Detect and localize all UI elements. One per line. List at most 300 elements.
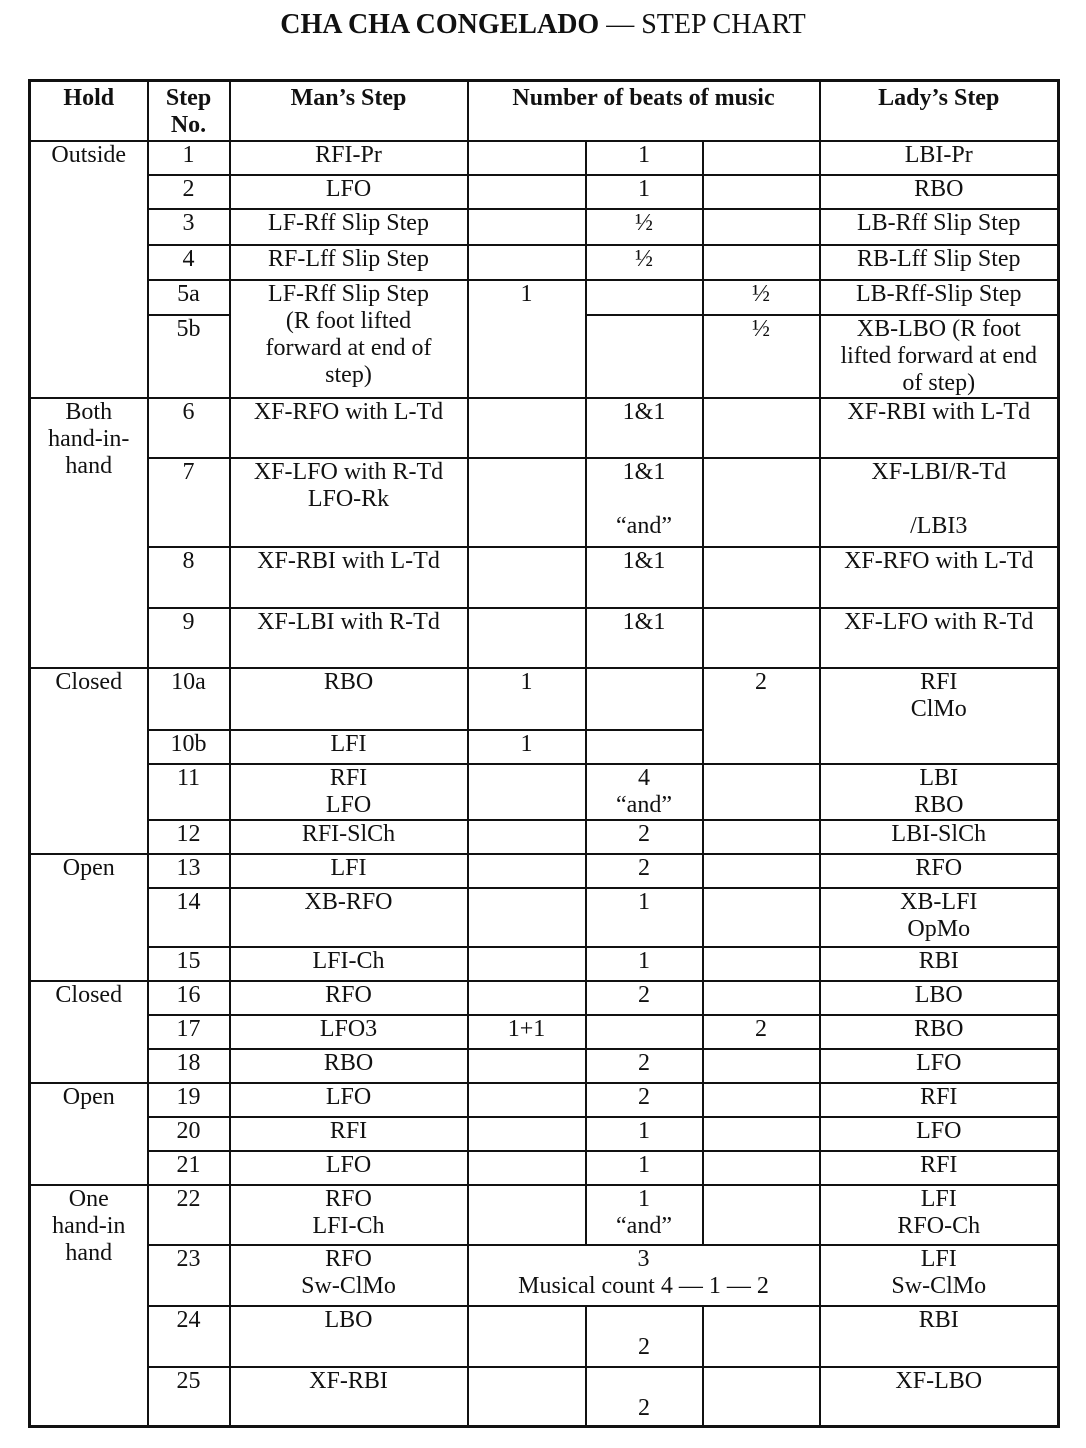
table-row [30, 1151, 1059, 1185]
ladys-step-text: XF-LBO [895, 1367, 983, 1394]
step-number-text: 16 [176, 981, 201, 1008]
mans-step-text: RFO Sw-ClMo [301, 1245, 396, 1299]
beats-col3 [703, 764, 820, 820]
beats-col3 [703, 1185, 820, 1245]
table-row [30, 888, 1059, 947]
beats-col2 [586, 280, 703, 315]
mans-step-text: RFI LFO [325, 764, 372, 818]
ladys-step [820, 458, 1059, 547]
beats-col3 [703, 1015, 820, 1049]
mans-step [230, 209, 468, 245]
beats-col2-text: 1&1 [622, 608, 666, 635]
ladys-step-text: XB-LBO (R foot lifted forward at end of step) [840, 315, 1038, 396]
beats-col1 [468, 141, 586, 175]
ladys-step-text: XF-RBI with L-Td [847, 398, 1031, 425]
beats-col3 [703, 209, 820, 245]
hold-cell [30, 141, 148, 398]
table-row [30, 1117, 1059, 1151]
step-number-text: 4 [182, 245, 195, 272]
beats-col1 [468, 608, 586, 668]
mans-step [230, 1245, 468, 1306]
step-number-text: 18 [176, 1049, 201, 1076]
hold-cell-text: Open [62, 854, 115, 881]
beats-col2 [586, 1306, 703, 1367]
beats-col1-text: 1 [520, 280, 533, 307]
ladys-step [820, 315, 1059, 398]
header-row [30, 81, 1059, 141]
step-number [148, 854, 230, 888]
header-step-text: Step No. [165, 85, 212, 138]
mans-step-text: XF-RBI with L-Td [257, 547, 440, 574]
mans-step-text: RFI-SlCh [301, 820, 396, 847]
beats-col2-text: 1 [638, 888, 650, 915]
beats-col3-text: ½ [752, 280, 770, 307]
mans-step [230, 854, 468, 888]
beats-col1 [468, 280, 586, 398]
beats-col1 [468, 398, 586, 458]
title-rest: — STEP CHART [599, 9, 806, 40]
hold-cell-text: Closed [55, 981, 123, 1008]
mans-step-text: LFI [330, 854, 367, 881]
mans-step-text: LFI [330, 730, 367, 757]
beats-col3 [703, 854, 820, 888]
beats-col1 [468, 888, 586, 947]
step-number-text: 1 [182, 141, 195, 168]
mans-step [230, 668, 468, 730]
ladys-step-text: XF-LFO with R-Td [844, 608, 1034, 635]
beats-col3 [703, 547, 820, 608]
beats-col2-text: 1&1 [622, 398, 666, 425]
beats-col1 [468, 764, 586, 820]
beats-col1 [468, 981, 586, 1015]
mans-step [230, 608, 468, 668]
step-number-text: 6 [182, 398, 195, 425]
step-number-text: 17 [176, 1015, 201, 1042]
step-number-text: 24 [176, 1306, 201, 1333]
beats-col2 [586, 209, 703, 245]
table-row [30, 854, 1059, 888]
ladys-step [820, 888, 1059, 947]
beats-col3 [703, 1367, 820, 1427]
mans-step [230, 1367, 468, 1427]
ladys-step [820, 981, 1059, 1015]
step-number [148, 280, 230, 315]
beats-col1 [468, 947, 586, 981]
beats-col2-text: 2 [638, 1083, 650, 1110]
header-man-text: Man’s Step [290, 85, 407, 111]
table-row [30, 1367, 1059, 1427]
beats-col2 [586, 1083, 703, 1117]
step-number-text: 5b [176, 315, 201, 342]
mans-step [230, 730, 468, 764]
table-row [30, 175, 1059, 209]
beats-col2-text: 2 [638, 1049, 650, 1076]
beats-col1 [468, 1049, 586, 1083]
mans-step-text: XF-LFO with R-Td LFO-Rk [253, 458, 444, 512]
hold-cell [30, 398, 148, 668]
mans-step-text: RFO LFI-Ch [312, 1185, 385, 1239]
step-number [148, 1245, 230, 1306]
mans-step [230, 280, 468, 398]
step-number-text: 22 [176, 1185, 201, 1212]
ladys-step [820, 209, 1059, 245]
page-title [0, 8, 1086, 42]
step-number-text: 7 [182, 458, 195, 485]
mans-step [230, 1049, 468, 1083]
ladys-step [820, 1015, 1059, 1049]
beats-col2 [586, 730, 703, 764]
beats-col2 [586, 764, 703, 820]
header-hold [30, 81, 148, 141]
step-number-text: 5a [177, 280, 200, 307]
header-beats-text: Number of beats of music [512, 85, 775, 111]
table-row [30, 1245, 1059, 1306]
step-number-text: 3 [182, 209, 195, 236]
beats-col2 [586, 1185, 703, 1245]
beats-col2 [586, 315, 703, 398]
ladys-step-text: RFI [920, 1083, 958, 1110]
table-row [30, 668, 1059, 730]
beats-col2 [586, 608, 703, 668]
beats-col2 [586, 175, 703, 209]
ladys-step [820, 1185, 1059, 1245]
ladys-step [820, 1117, 1059, 1151]
ladys-step-text: RB-Lff Slip Step [856, 245, 1021, 272]
ladys-step [820, 764, 1059, 820]
mans-step [230, 398, 468, 458]
beats-col2 [468, 1245, 820, 1306]
ladys-step-text: RBO [914, 175, 964, 202]
mans-step [230, 175, 468, 209]
beats-col2-text: 2 [638, 1394, 650, 1421]
beats-col3 [703, 668, 820, 764]
beats-col1 [468, 854, 586, 888]
beats-col3 [703, 947, 820, 981]
step-number [148, 1185, 230, 1245]
step-number-text: 15 [176, 947, 201, 974]
beats-col2-text: 1 [638, 1117, 650, 1144]
mans-step-text: LFO [325, 1083, 372, 1110]
beats-col2-text: 2 [638, 981, 650, 1008]
table-row [30, 1015, 1059, 1049]
beats-col3-text: ½ [752, 315, 770, 342]
ladys-step-text: LFO [916, 1049, 962, 1076]
mans-step [230, 1151, 468, 1185]
beats-col1 [468, 458, 586, 547]
beats-col2 [586, 1015, 703, 1049]
table-row [30, 1083, 1059, 1117]
beats-col2-text: 3 Musical count 4 — 1 — 2 [518, 1245, 769, 1299]
step-number [148, 315, 230, 398]
mans-step-text: RFI-Pr [315, 141, 382, 168]
header-hold-text: Hold [63, 85, 115, 111]
table-row [30, 820, 1059, 854]
step-number-text: 9 [182, 608, 195, 635]
ladys-step-text: LFO [916, 1117, 962, 1144]
step-number [148, 398, 230, 458]
beats-col3 [703, 245, 820, 280]
beats-col3 [703, 458, 820, 547]
table-row [30, 547, 1059, 608]
ladys-step [820, 947, 1059, 981]
step-number-text: 23 [176, 1245, 201, 1272]
step-number-text: 21 [176, 1151, 201, 1178]
mans-step [230, 1306, 468, 1367]
beats-col1 [468, 1367, 586, 1427]
beats-col1-text: 1 [520, 668, 533, 695]
beats-col3 [703, 315, 820, 398]
ladys-step [820, 141, 1059, 175]
mans-step [230, 547, 468, 608]
beats-col1 [468, 820, 586, 854]
mans-step [230, 981, 468, 1015]
beats-col2-text: 2 [638, 820, 650, 847]
step-number [148, 981, 230, 1015]
hold-cell [30, 1083, 148, 1185]
beats-col3 [703, 1306, 820, 1367]
ladys-step [820, 820, 1059, 854]
beats-col2 [586, 1049, 703, 1083]
header-lady [820, 81, 1059, 141]
table-row [30, 209, 1059, 245]
ladys-step-text: XF-LBI/R-Td /LBI3 [871, 458, 1007, 539]
ladys-step-text: RFI [920, 1151, 958, 1178]
table-row [30, 608, 1059, 668]
beats-col1 [468, 730, 586, 764]
beats-col2-text: 2 [638, 1333, 650, 1360]
table-row [30, 245, 1059, 280]
mans-step-text: LFO [325, 175, 372, 202]
ladys-step-text: LBO [914, 981, 963, 1008]
beats-col1 [468, 1151, 586, 1185]
mans-step-text: RFO [325, 981, 372, 1008]
header-step [148, 81, 230, 141]
mans-step-text: LFI-Ch [312, 947, 385, 974]
beats-col1 [468, 668, 586, 730]
beats-col2-text: ½ [635, 245, 653, 272]
ladys-step-text: LFI Sw-ClMo [891, 1245, 987, 1299]
hold-cell-text: Open [62, 1083, 115, 1110]
step-number [148, 764, 230, 820]
beats-col3 [703, 820, 820, 854]
step-number-text: 13 [176, 854, 201, 881]
step-number [148, 1306, 230, 1367]
mans-step [230, 764, 468, 820]
beats-col3 [703, 608, 820, 668]
beats-col2-text: 1 [638, 175, 650, 202]
beats-col3 [703, 1117, 820, 1151]
beats-col1 [468, 547, 586, 608]
table-row [30, 947, 1059, 981]
mans-step [230, 888, 468, 947]
table-row [30, 1185, 1059, 1245]
beats-col1 [468, 1117, 586, 1151]
mans-step-text: XF-RBI [309, 1367, 388, 1394]
ladys-step [820, 668, 1059, 764]
title-bold: CHA CHA CONGELADO [280, 9, 600, 40]
chart-body [30, 81, 1059, 1427]
table-row [30, 1306, 1059, 1367]
step-number [148, 668, 230, 730]
beats-col3 [703, 888, 820, 947]
ladys-step-text: LB-Rff-Slip Step [855, 280, 1022, 307]
ladys-step [820, 1245, 1059, 1306]
ladys-step-text: RBI [918, 1306, 959, 1333]
beats-col3 [703, 981, 820, 1015]
beats-col2-text: 4 “and” [616, 764, 672, 818]
table-row [30, 280, 1059, 315]
beats-col1 [468, 245, 586, 280]
step-number [148, 209, 230, 245]
ladys-step [820, 245, 1059, 280]
table-row [30, 1049, 1059, 1083]
mans-step-text: XB-RFO [304, 888, 393, 915]
table-row [30, 764, 1059, 820]
ladys-step [820, 1151, 1059, 1185]
beats-col3 [703, 141, 820, 175]
step-number-text: 11 [176, 764, 201, 791]
beats-col2 [586, 547, 703, 608]
step-number [148, 1015, 230, 1049]
ladys-step-text: LB-Rff Slip Step [856, 209, 1021, 236]
beats-col2-text: 1 [638, 947, 650, 974]
mans-step [230, 1083, 468, 1117]
ladys-step-text: LBI-SlCh [891, 820, 987, 847]
step-number-text: 10b [170, 730, 207, 757]
beats-col2 [586, 458, 703, 547]
ladys-step [820, 1083, 1059, 1117]
beats-col2 [586, 668, 703, 730]
beats-col2-text: 1&1 “and” [616, 458, 672, 539]
mans-step-text: LBO [324, 1306, 373, 1333]
ladys-step [820, 280, 1059, 315]
beats-col2-text: 1 [638, 141, 650, 168]
beats-col2 [586, 947, 703, 981]
step-number [148, 947, 230, 981]
mans-step-text: RBO [323, 668, 374, 695]
step-number [148, 245, 230, 280]
ladys-step [820, 175, 1059, 209]
step-number [148, 175, 230, 209]
beats-col3-text: 2 [755, 1015, 767, 1042]
step-number-text: 25 [176, 1367, 201, 1394]
step-number-text: 20 [176, 1117, 201, 1144]
ladys-step-text: LBI-Pr [904, 141, 973, 168]
table-row [30, 141, 1059, 175]
beats-col2-text: ½ [635, 209, 653, 236]
step-number-text: 2 [182, 175, 195, 202]
header-lady-text: Lady’s Step [878, 85, 1000, 111]
mans-step [230, 1015, 468, 1049]
hold-cell-text: One hand-in hand [52, 1185, 126, 1266]
beats-col2 [586, 981, 703, 1015]
beats-col1 [468, 1306, 586, 1367]
mans-step-text: XF-RFO with L-Td [253, 398, 444, 425]
step-number [148, 547, 230, 608]
mans-step-text: LFO3 [319, 1015, 378, 1042]
mans-step-text: XF-LBI with R-Td [257, 608, 440, 635]
step-number-text: 12 [176, 820, 201, 847]
step-number [148, 730, 230, 764]
beats-col1 [468, 1015, 586, 1049]
mans-step [230, 245, 468, 280]
mans-step-text: RFI [329, 1117, 368, 1144]
step-number [148, 1049, 230, 1083]
step-number [148, 1151, 230, 1185]
beats-col2 [586, 245, 703, 280]
beats-col2 [586, 888, 703, 947]
hold-cell-text: Outside [51, 141, 127, 168]
beats-col3-text: 2 [755, 668, 767, 695]
mans-step [230, 1117, 468, 1151]
beats-col3 [703, 280, 820, 315]
step-number-text: 19 [176, 1083, 201, 1110]
beats-col2 [586, 854, 703, 888]
header-beats [468, 81, 820, 141]
ladys-step [820, 398, 1059, 458]
hold-cell [30, 854, 148, 981]
ladys-step-text: LFI RFO-Ch [897, 1185, 981, 1239]
beats-col1 [468, 175, 586, 209]
beats-col2-text: 1 “and” [616, 1185, 672, 1239]
mans-step-text: RBO [323, 1049, 374, 1076]
beats-col2 [586, 141, 703, 175]
step-number [148, 458, 230, 547]
beats-col3 [703, 1049, 820, 1083]
beats-col2-text: 2 [638, 854, 650, 881]
beats-col3 [703, 175, 820, 209]
hold-cell [30, 668, 148, 854]
ladys-step [820, 547, 1059, 608]
beats-col1-text: 1+1 [507, 1015, 546, 1042]
table-row [30, 398, 1059, 458]
step-number [148, 820, 230, 854]
beats-col1-text: 1 [520, 730, 533, 757]
hold-cell-text: Both hand-in- hand [48, 398, 130, 479]
mans-step [230, 820, 468, 854]
hold-cell [30, 1185, 148, 1427]
beats-col1 [468, 1185, 586, 1245]
ladys-step [820, 1306, 1059, 1367]
ladys-step [820, 854, 1059, 888]
ladys-step-text: RFO [915, 854, 963, 881]
ladys-step-text: RFI ClMo [910, 668, 967, 722]
ladys-step [820, 608, 1059, 668]
beats-col2 [586, 1367, 703, 1427]
ladys-step-text: LBI RBO [914, 764, 964, 818]
beats-col1 [468, 1083, 586, 1117]
mans-step [230, 141, 468, 175]
mans-step-text: LF-Rff Slip Step (R foot lifted forward at end of step) [265, 280, 432, 388]
ladys-step-text: RBI [918, 947, 959, 974]
beats-col3 [703, 1151, 820, 1185]
beats-col2-text: 1 [638, 1151, 650, 1178]
beats-col3 [703, 398, 820, 458]
hold-cell [30, 981, 148, 1083]
beats-col2 [586, 1117, 703, 1151]
beats-col3 [703, 1083, 820, 1117]
step-number [148, 608, 230, 668]
ladys-step [820, 1367, 1059, 1427]
step-number [148, 1117, 230, 1151]
table-row [30, 981, 1059, 1015]
beats-col2-text: 1&1 [622, 547, 666, 574]
mans-step [230, 947, 468, 981]
step-number [148, 1367, 230, 1427]
beats-col2 [586, 1151, 703, 1185]
ladys-step-text: XF-RFO with L-Td [844, 547, 1034, 574]
mans-step-text: LFO [325, 1151, 372, 1178]
